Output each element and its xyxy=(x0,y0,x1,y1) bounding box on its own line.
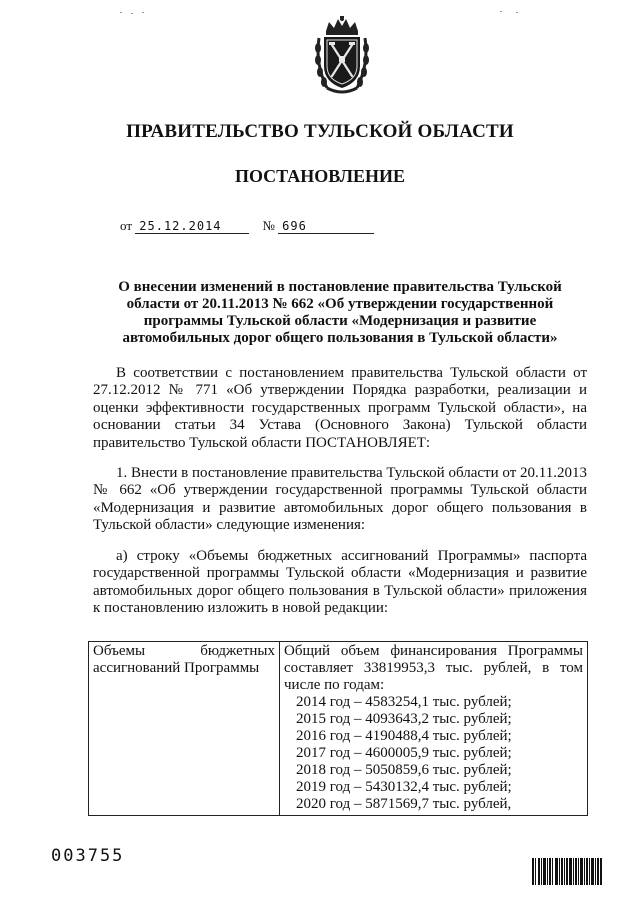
scan-speck xyxy=(516,12,518,13)
table-cell-label: Объемы бюджетных ассигнований Программы xyxy=(89,642,280,816)
date-prefix: от xyxy=(120,218,133,233)
year-line: 2015 год – 4093643,2 тыс. рублей; xyxy=(296,711,512,727)
barcode-image xyxy=(532,858,602,885)
table-cell-value xyxy=(280,642,588,816)
table-row xyxy=(89,642,588,816)
budget-allocation-table xyxy=(88,641,588,816)
body-paragraph: В соответствии с постановлением правительства Тульской области от 27.12.2012 № 771 «Об утверждении Порядка разработки, реализации и оценки эффективности государственных программ Тульской области», на основании статьи 34 Устава (Основного Закона) Тульской области правительство Тульской области ПОСТАНОВЛЯЕТ: xyxy=(93,365,587,451)
scan-speck xyxy=(131,13,133,14)
scan-speck xyxy=(120,12,122,13)
body-paragraph: а) строку «Объемы бюджетных ассигнований Программы» паспорта государственной программы Тульской области «Модернизация и развитие автомобильных дорог общего пользования в Тульской области» приложения к постановлению изложить в новой редакции: xyxy=(93,548,587,617)
number-prefix: № xyxy=(262,218,275,233)
year-line: 2019 год – 5430132,4 тыс. рублей; xyxy=(296,779,512,795)
scan-speck xyxy=(142,12,144,13)
year-line: 2016 год – 4190488,4 тыс. рублей; xyxy=(296,728,512,744)
decree-date: 25.12.2014 xyxy=(135,219,249,234)
year-line: 2018 год – 5050859,6 тыс. рублей; xyxy=(296,762,512,778)
date-number-line xyxy=(120,218,374,234)
document-type-title: ПОСТАНОВЛЕНИЕ xyxy=(234,166,406,186)
year-line: 2020 год – 5871569,7 тыс. рублей, xyxy=(296,796,512,812)
body-paragraph: 1. Внести в постановление правительства Тульской области от 20.11.2013 № 662 «Об утверждении государственной программы Тульской области «Модернизация и развитие автомобильных дорог общего пользования в Тульской области» следующие изменения: xyxy=(93,465,587,534)
year-line: 2014 год – 4583254,1 тыс. рублей; xyxy=(296,694,512,710)
serial-number: 003755 xyxy=(51,846,125,866)
tula-coat-of-arms-emblem xyxy=(313,16,371,98)
financing-intro: Общий объем финансирования Программы составляет 33819953,3 тыс. рублей, в том числе по годам: xyxy=(284,643,583,693)
government-title: ПРАВИТЕЛЬСТВО ТУЛЬСКОЙ ОБЛАСТИ xyxy=(126,121,514,142)
scan-speck xyxy=(500,11,502,12)
decree-subject-heading: О внесении изменений в постановление правительства Тульской области от 20.11.2013 № 662 «Об утверждении государственной программы Тульской области «Модернизация и развитие автомобильных дорог общего пользования в Тульской области» xyxy=(118,279,562,346)
decree-number: 696 xyxy=(278,219,374,234)
year-line: 2017 год – 4600005,9 тыс. рублей; xyxy=(296,745,512,761)
